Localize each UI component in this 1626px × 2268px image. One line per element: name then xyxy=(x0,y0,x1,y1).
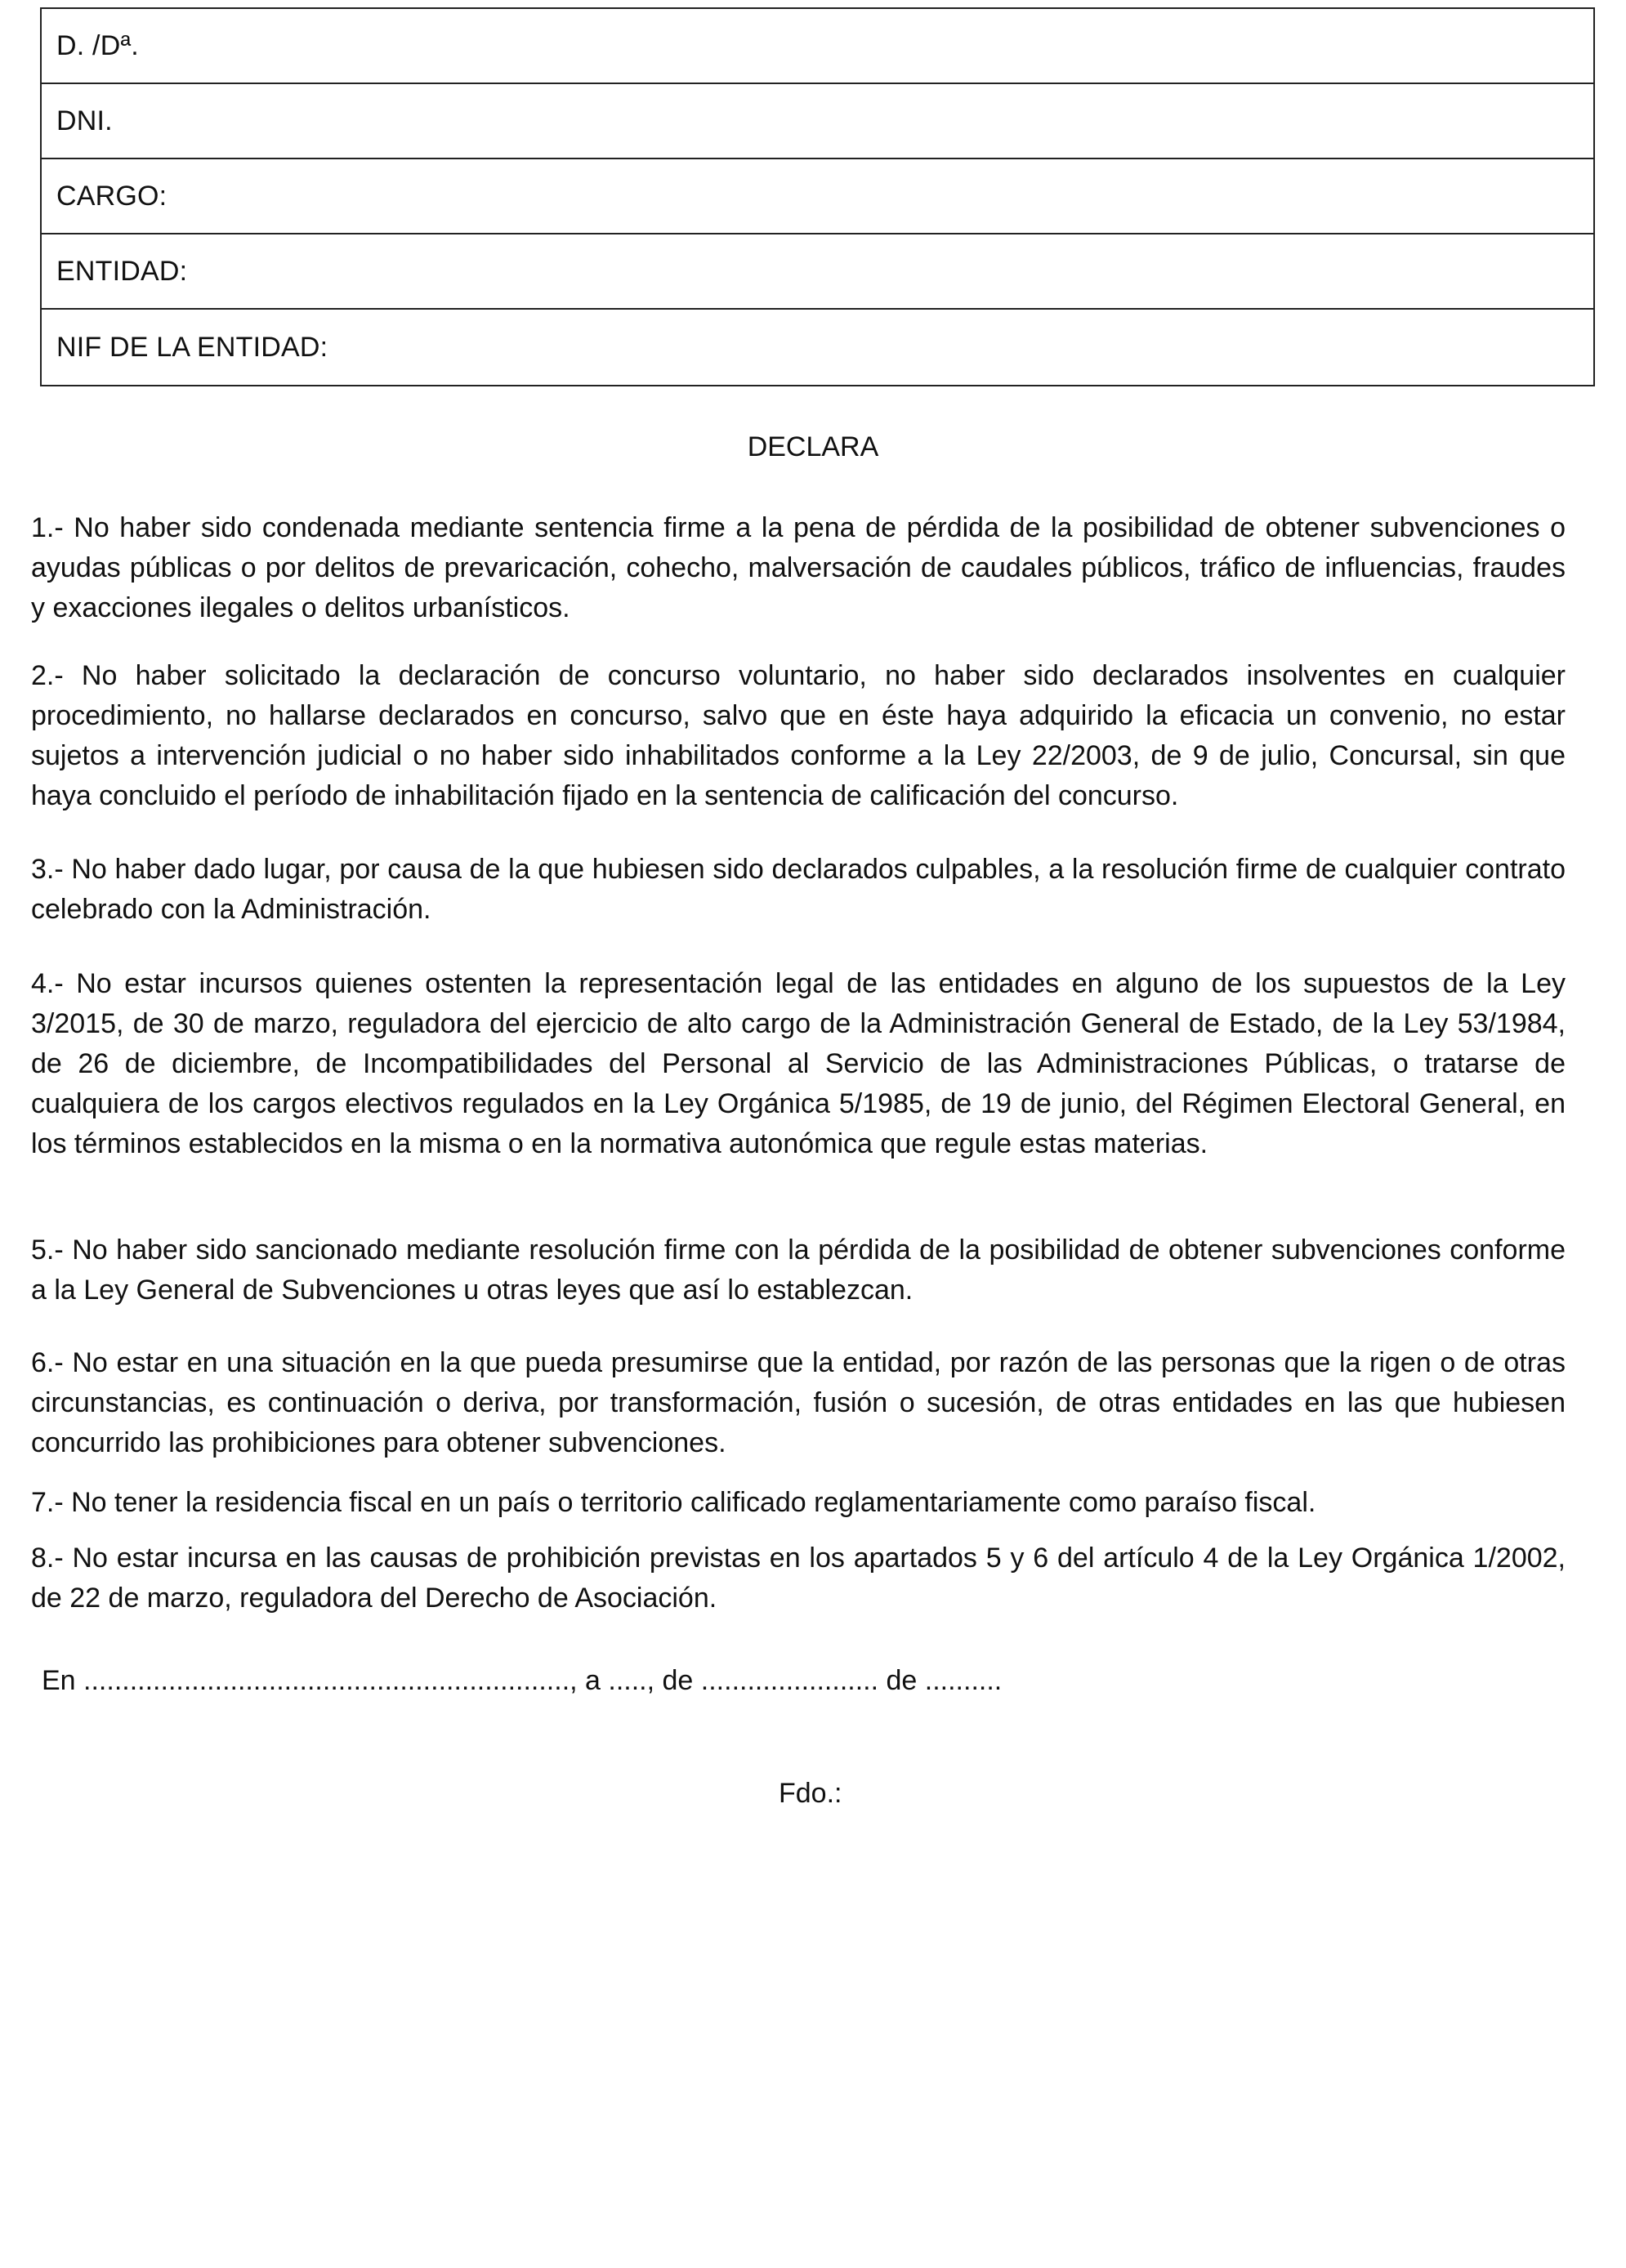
clause-5: 5.- No haber sido sancionado mediante resolución firme con la pérdida de la posibilidad de obtener subvenciones conforme a la Ley General de Subvenciones u otras leyes que así lo establezcan. xyxy=(31,1234,1566,1306)
place-date-line: En ..............................................................., a ....., de ....................... de .......... xyxy=(42,1665,1003,1696)
nif-label: NIF DE LA ENTIDAD: xyxy=(56,331,328,363)
name-label: D. /Dª. xyxy=(56,29,139,61)
name-row xyxy=(42,9,1593,84)
clause-1: 1.- No haber sido condenada mediante sentencia firme a la pena de pérdida de la posibilidad de obtener subvenciones o ayudas públicas o por delitos de prevaricación, cohecho, malversación de caudales públicos, tráfico de influencias, fraudes y exacciones ilegales o delitos urbanísticos. xyxy=(31,512,1566,623)
cargo-label: CARGO: xyxy=(56,180,168,212)
clause-7: 7.- No tener la residencia fiscal en un país o territorio calificado reglamentariamente como paraíso fiscal. xyxy=(31,1487,1316,1518)
clause-8: 8.- No estar incursa en las causas de prohibición previstas en los apartados 5 y 6 del artículo 4 de la Ley Orgánica 1/2002, de 22 de marzo, reguladora del Derecho de Asociación. xyxy=(31,1543,1566,1614)
entidad-label: ENTIDAD: xyxy=(56,255,188,287)
declara-heading: DECLARA xyxy=(747,431,879,462)
identification-table xyxy=(40,7,1595,386)
dni-label: DNI. xyxy=(56,105,113,136)
cargo-row xyxy=(42,159,1593,234)
clause-2: 2.- No haber solicitado la declaración de concurso voluntario, no haber sido declarados insolventes en cualquier procedimiento, no hallarse declarados en concurso, salvo que en éste haya adquirido la eficacia un convenio, no estar sujetos a intervención judicial o no haber sido inhabilitados conforme a la Ley 22/2003, de 9 de julio, Concursal, sin que haya concluido el período de inhabilitación fijado en la sentencia de calificación del concurso. xyxy=(31,660,1566,811)
signature-label: Fdo.: xyxy=(779,1778,842,1809)
entidad-row xyxy=(42,234,1593,310)
clause-4: 4.- No estar incursos quienes ostenten la representación legal de las entidades en alguno de los supuestos de la Ley 3/2015, de 30 de marzo, reguladora del ejercicio de alto cargo de la Administración General de Estado, de la Ley 53/1984, de 26 de diciembre, de Incompatibilidades del Personal al Servicio de las Administraciones Públicas, o tratarse de cualquiera de los cargos electivos regulados en la Ley Orgánica 5/1985, de 19 de junio, del Régimen Electoral General, en los términos establecidos en la misma o en la normativa autonómica que regule estas materias. xyxy=(31,968,1566,1159)
clause-3: 3.- No haber dado lugar, por causa de la que hubiesen sido declarados culpables, a la resolución firme de cualquier contrato celebrado con la Administración. xyxy=(31,854,1566,925)
nif-row xyxy=(42,310,1593,385)
clause-6: 6.- No estar en una situación en la que pueda presumirse que la entidad, por razón de las personas que la rigen o de otras circunstancias, es continuación o deriva, por transformación, fusión o sucesión, de otras entidades en las que hubiesen concurrido las prohibiciones para obtener subvenciones. xyxy=(31,1347,1566,1458)
dni-row xyxy=(42,84,1593,159)
